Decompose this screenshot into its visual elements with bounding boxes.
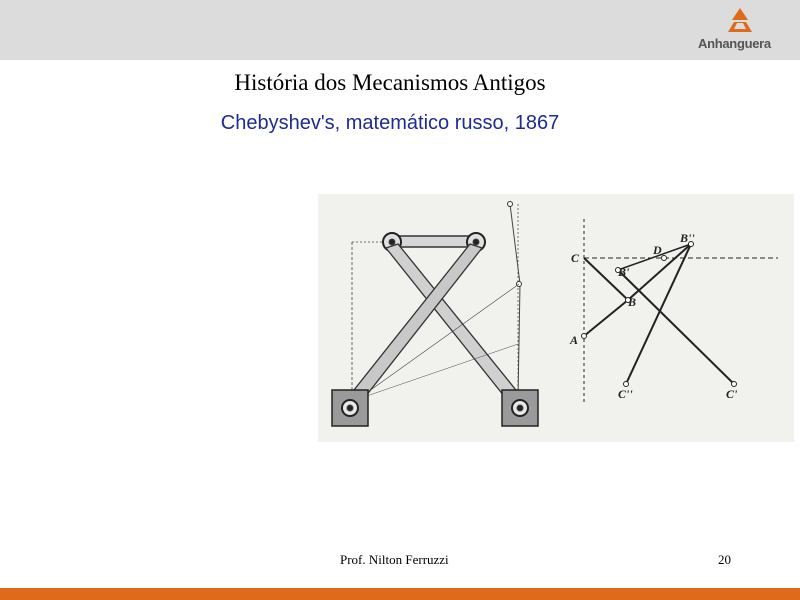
label-b-prime: B'	[618, 265, 630, 279]
slide-subtitle: Chebyshev's, matemático russo, 1867	[220, 112, 560, 134]
label-b: B	[628, 295, 637, 309]
label-c-prime: C'	[726, 387, 738, 401]
anhanguera-logo-icon	[720, 6, 760, 36]
linkage-drawing	[332, 202, 538, 427]
page-number: 20	[718, 552, 731, 567]
slide-title: História dos Mecanismos Antigos	[234, 70, 546, 95]
footer-author: Prof. Nilton Ferruzzi	[340, 552, 449, 567]
label-c-double-prime: C''	[618, 387, 633, 401]
label-c: C	[571, 251, 580, 265]
label-d: D	[653, 243, 662, 257]
diagram-labels	[569, 231, 738, 401]
header-bar	[0, 0, 800, 60]
logo	[690, 4, 800, 56]
linkage-schematic	[582, 219, 779, 404]
mechanism-figure	[318, 194, 794, 442]
logo-text: Anhanguera	[698, 36, 771, 51]
label-a: A	[570, 333, 579, 347]
label-b-double-prime: B''	[680, 231, 695, 245]
bottom-accent-bar	[0, 588, 800, 600]
chebyshev-linkage-diagram	[318, 194, 794, 442]
